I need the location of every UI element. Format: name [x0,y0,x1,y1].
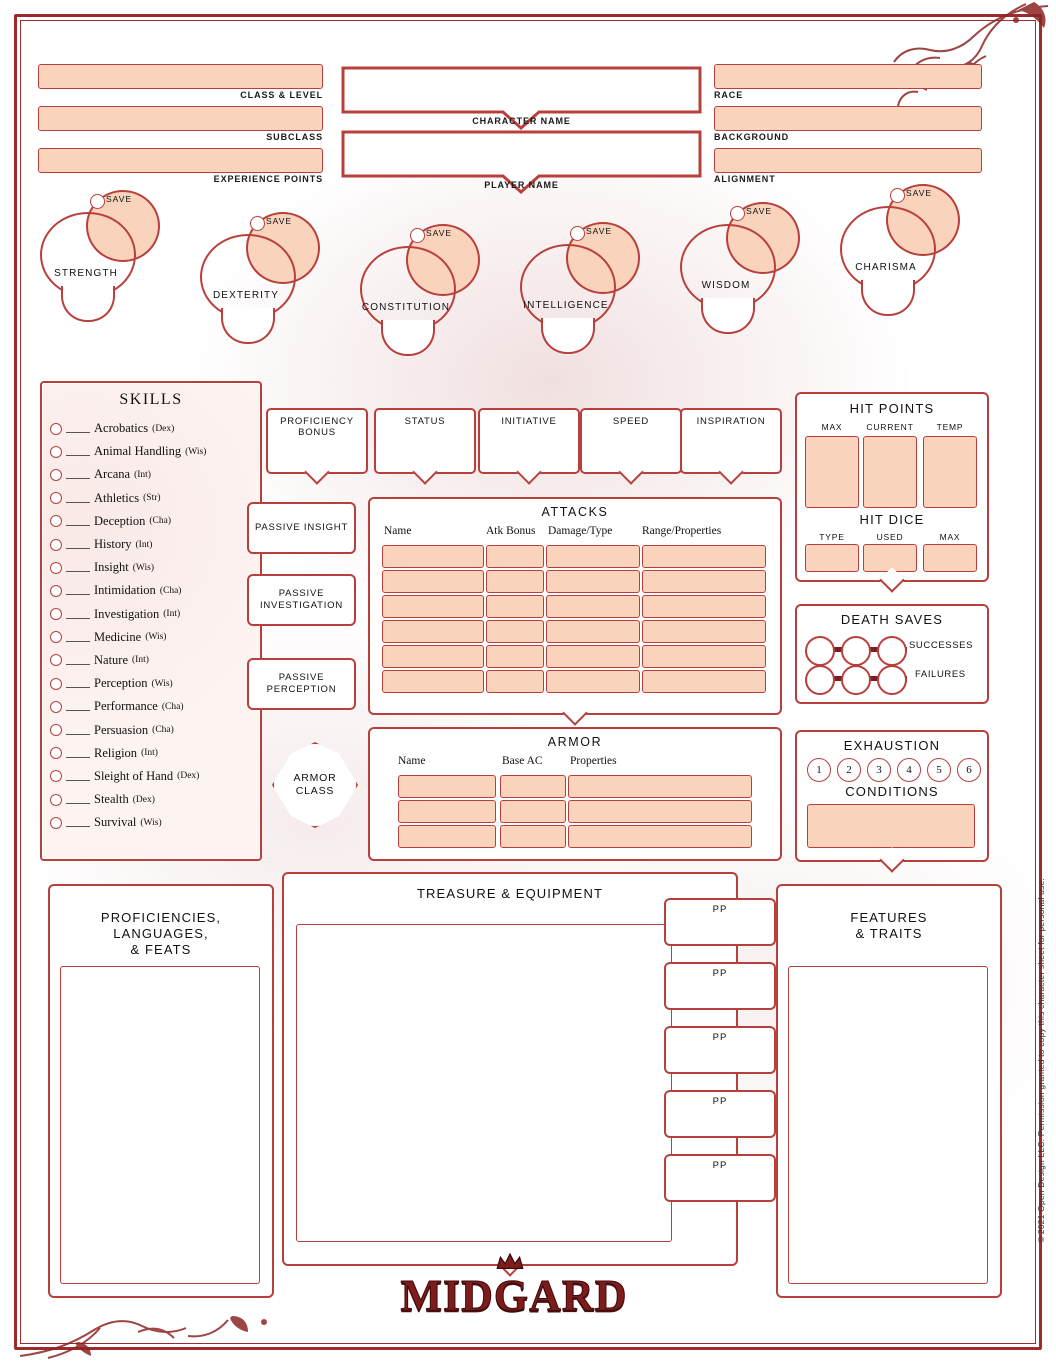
crown-icon [494,1252,526,1272]
class-and-level-label: CLASS & LEVEL [240,90,323,100]
currency-box-3[interactable] [664,1026,776,1074]
skill-name: Acrobatics [94,421,149,436]
attacks-col-atk-bonus: Atk Bonus [486,525,536,537]
attacks-col-damage: Damage/Type [548,525,613,537]
skill-value-line[interactable] [66,656,90,665]
charisma-modifier-input[interactable] [861,280,915,316]
skill-value-line[interactable] [66,772,90,781]
skill-ability: (Str) [143,493,161,504]
skill-ability: (Int) [134,469,151,480]
initiative-box[interactable] [478,408,580,474]
attack-atk-bonus-input[interactable] [486,595,544,618]
speed-label: SPEED [612,416,650,427]
status-box[interactable] [374,408,476,474]
proficiencies-panel [48,884,274,1298]
skill-value-line[interactable] [66,447,90,456]
inspiration-label: INSPIRATION [696,416,766,427]
skill-row-deception[interactable] [42,510,260,533]
skill-row-religion[interactable] [42,742,260,765]
intelligence-save-label: SAVE [586,226,613,236]
attack-damage-input[interactable] [546,645,640,668]
ability-constitution[interactable] [360,224,472,374]
exhaustion-title: EXHAUSTION [843,738,941,753]
skill-row-stealth[interactable] [42,788,260,811]
currency-label: PP [712,968,728,979]
skill-name: Stealth [94,792,129,807]
skills-list [42,417,260,834]
alignment-input[interactable] [714,148,982,173]
skill-value-line[interactable] [66,424,90,433]
skill-ability: (Int) [135,539,153,550]
skill-proficiency-circle[interactable] [50,794,62,806]
player-name-label: PLAYER NAME [484,180,559,190]
skill-value-line[interactable] [66,517,90,526]
armor-col-properties: Properties [570,755,617,767]
armor-base-ac-input[interactable] [500,800,566,823]
skill-ability: (Cha) [149,516,172,527]
exhaustion-level-2[interactable]: 2 [837,758,861,782]
skill-proficiency-circle[interactable] [50,747,62,759]
skill-ability: (Wis) [151,678,173,689]
hit-points-title: HIT POINTS [849,401,935,416]
attack-range-input[interactable] [642,545,766,568]
hd-type-input[interactable] [805,544,859,572]
race-input[interactable] [714,64,982,89]
conditions-title: CONDITIONS [845,784,939,799]
death-saves-panel [795,604,989,704]
hd-type-label: TYPE [819,532,845,542]
skill-proficiency-circle[interactable] [50,701,62,713]
skill-proficiency-circle[interactable] [50,423,62,435]
skill-name: Nature [94,652,129,667]
attack-range-input[interactable] [642,645,766,668]
midgard-wordmark: MIDGARD [400,1271,628,1320]
armor-name-input[interactable] [398,825,496,848]
attack-atk-bonus-input[interactable] [486,620,544,643]
attack-atk-bonus-input[interactable] [486,670,544,693]
skill-proficiency-circle[interactable] [50,678,62,690]
skill-ability: (Dex) [177,771,200,782]
skill-name: Performance [94,699,158,714]
race-label: RACE [714,90,744,100]
skill-proficiency-circle[interactable] [50,770,62,782]
subclass-label: SUBCLASS [266,132,323,142]
ability-wisdom[interactable] [680,202,792,352]
armor-name-input[interactable] [398,775,496,798]
attack-name-input[interactable] [382,620,484,643]
skill-value-line[interactable] [66,702,90,711]
hp-max-label: MAX [821,422,843,432]
skill-proficiency-circle[interactable] [50,724,62,736]
death-save-successes-label: SUCCESSES [909,640,974,651]
skill-name: Perception [94,676,148,691]
passive-investigation-box[interactable] [247,574,356,626]
charisma-save-label: SAVE [906,188,933,198]
skill-ability: (Wis) [185,446,207,457]
wisdom-save-proficiency-circle[interactable] [730,206,745,221]
armor-col-base-ac: Base AC [502,755,543,767]
skill-value-line[interactable] [66,795,90,804]
constitution-save-proficiency-circle[interactable] [410,228,425,243]
armor-col-name: Name [398,755,426,767]
skill-row-sleight-of-hand[interactable] [42,765,260,788]
skill-ability: (Wis) [145,632,167,643]
skill-proficiency-circle[interactable] [50,585,62,597]
attacks-title: ATTACKS [541,505,609,519]
armor-properties-input[interactable] [568,800,752,823]
skill-row-nature[interactable] [42,649,260,672]
skill-row-investigation[interactable] [42,603,260,626]
skill-proficiency-circle[interactable] [50,631,62,643]
skill-value-line[interactable] [66,563,90,572]
dexterity-save-label: SAVE [266,216,293,226]
features-panel [776,884,1002,1298]
skill-row-history[interactable] [42,533,260,556]
skill-proficiency-circle[interactable] [50,446,62,458]
skill-ability: (Int) [132,655,149,666]
skills-title: SKILLS [119,391,183,408]
features-input[interactable] [788,966,988,1284]
death-save-success-2[interactable] [841,636,871,666]
exhaustion-level-5[interactable]: 5 [927,758,951,782]
experience-points-label: EXPERIENCE POINTS [213,174,323,184]
skill-row-arcana[interactable] [42,463,260,486]
features-title: FEATURES & TRAITS [850,910,928,941]
skill-row-survival[interactable] [42,811,260,834]
constitution-save-label: SAVE [426,228,453,238]
currency-box-4[interactable] [664,1090,776,1138]
skill-row-intimidation[interactable] [42,579,260,602]
passive-insight-box[interactable] [247,502,356,554]
attacks-panel [368,497,782,715]
hp-max-input[interactable] [805,436,859,508]
armor-properties-input[interactable] [568,825,752,848]
skill-name: Religion [94,745,138,760]
dexterity-save-proficiency-circle[interactable] [250,216,265,231]
attack-name-input[interactable] [382,670,484,693]
attack-range-input[interactable] [642,620,766,643]
currency-box-2[interactable] [664,962,776,1010]
skill-name: Deception [94,513,146,528]
death-save-failure-3[interactable] [877,665,907,695]
skill-row-medicine[interactable] [42,626,260,649]
attacks-col-name: Name [384,525,412,537]
dexterity-modifier-input[interactable] [221,308,275,344]
status-label: STATUS [404,416,446,427]
proficiency-bonus-box[interactable] [266,408,368,474]
skill-row-persuasion[interactable] [42,718,260,741]
hp-current-label: CURRENT [866,422,914,432]
currency-box-5[interactable] [664,1154,776,1202]
charisma-name-label: CHARISMA [855,262,917,273]
skill-ability: (Int) [163,609,181,620]
skill-ability: (Wis) [140,817,162,828]
skill-value-line[interactable] [66,818,90,827]
armor-class-text [272,742,358,828]
skill-name: Intimidation [94,583,156,598]
intelligence-save-proficiency-circle[interactable] [570,226,585,241]
exhaustion-level-1[interactable]: 1 [807,758,831,782]
skill-proficiency-circle[interactable] [50,562,62,574]
passive-perception-label: PASSIVE PERCEPTION [266,672,337,695]
skill-value-line[interactable] [66,749,90,758]
exhaustion-level-3[interactable]: 3 [867,758,891,782]
ability-strength[interactable] [40,190,152,340]
wisdom-save-label: SAVE [746,206,773,216]
skill-name: Arcana [94,467,131,482]
armor-class-label: ARMOR CLASS [293,772,337,797]
attack-range-input[interactable] [642,595,766,618]
subclass-input[interactable] [38,106,323,131]
skill-name: Sleight of Hand [94,768,174,783]
armor-panel [368,727,782,861]
skill-value-line[interactable] [66,586,90,595]
strength-modifier-input[interactable] [61,286,115,322]
skill-value-line[interactable] [66,540,90,549]
hd-max-input[interactable] [923,544,977,572]
passive-perception-box[interactable] [247,658,356,710]
attack-range-input[interactable] [642,570,766,593]
skill-proficiency-circle[interactable] [50,817,62,829]
attack-atk-bonus-input[interactable] [486,545,544,568]
skill-value-line[interactable] [66,679,90,688]
attack-damage-input[interactable] [546,670,640,693]
player-name-plate[interactable] [339,128,704,196]
skill-name: History [94,537,132,552]
hit-dice-title: HIT DICE [859,512,925,527]
ability-intelligence[interactable] [520,222,632,372]
treasure-title: TREASURE & EQUIPMENT [417,886,603,901]
constitution-modifier-input[interactable] [381,320,435,356]
proficiency-bonus-label: PROFICIENCY BONUS [280,416,354,438]
skill-proficiency-circle[interactable] [50,654,62,666]
skill-name: Investigation [94,606,160,621]
alignment-label: ALIGNMENT [714,174,776,184]
strength-save-label: SAVE [106,194,133,204]
intelligence-modifier-input[interactable] [541,318,595,354]
armor-base-ac-input[interactable] [500,825,566,848]
skill-row-perception[interactable] [42,672,260,695]
armor-title: ARMOR [547,735,603,749]
death-save-failure-2[interactable] [841,665,871,695]
wisdom-modifier-input[interactable] [701,298,755,334]
midgard-logo [349,1258,679,1318]
death-save-success-1[interactable] [805,636,835,666]
skill-proficiency-circle[interactable] [50,469,62,481]
death-saves-title: DEATH SAVES [840,612,944,627]
skill-row-performance[interactable] [42,695,260,718]
attack-atk-bonus-input[interactable] [486,645,544,668]
exhaustion-conditions-panel [795,730,989,862]
experience-points-input[interactable] [38,148,323,173]
skill-row-insight[interactable] [42,556,260,579]
armor-name-input[interactable] [398,800,496,823]
dexterity-name-label: DEXTERITY [212,290,280,301]
skills-panel [40,381,262,861]
skill-name: Medicine [94,629,142,644]
skill-name: Animal Handling [94,444,182,459]
attack-atk-bonus-input[interactable] [486,570,544,593]
skill-row-acrobatics[interactable] [42,417,260,440]
hit-points-panel [795,392,989,582]
skill-ability: (Wis) [132,562,154,573]
proficiencies-input[interactable] [60,966,260,1284]
skill-value-line[interactable] [66,470,90,479]
currency-label: PP [712,1096,728,1107]
passive-investigation-label: PASSIVE INVESTIGATION [259,588,344,611]
hp-current-input[interactable] [863,436,917,508]
header-left-fields [38,64,323,184]
skill-proficiency-circle[interactable] [50,539,62,551]
inspiration-box[interactable] [680,408,782,474]
currency-label: PP [712,904,728,915]
death-save-failures-label: FAILURES [915,669,966,680]
attack-name-input[interactable] [382,595,484,618]
exhaustion-level-6[interactable]: 6 [957,758,981,782]
skill-value-line[interactable] [66,494,90,503]
attack-name-input[interactable] [382,545,484,568]
character-name-plate[interactable] [339,64,704,132]
exhaustion-level-4[interactable]: 4 [897,758,921,782]
hp-temp-input[interactable] [923,436,977,508]
armor-class-badge[interactable] [272,742,358,828]
skill-name: Survival [94,815,137,830]
wisdom-name-label: WISDOM [701,280,751,291]
skill-ability: (Cha) [152,725,174,736]
passive-insight-label: PASSIVE INSIGHT [254,522,349,533]
attack-damage-input[interactable] [546,595,640,618]
skill-value-line[interactable] [66,610,90,619]
conditions-input[interactable] [807,804,975,848]
attack-damage-input[interactable] [546,570,640,593]
speed-box[interactable] [580,408,682,474]
attack-name-input[interactable] [382,570,484,593]
attack-name-input[interactable] [382,645,484,668]
attack-damage-input[interactable] [546,620,640,643]
skill-proficiency-circle[interactable] [50,515,62,527]
skill-ability: (Cha) [161,701,184,712]
strength-name-label: STRENGTH [54,268,118,279]
skill-name: Persuasion [94,722,149,737]
hp-temp-label: TEMP [936,422,964,432]
death-save-failure-1[interactable] [805,665,835,695]
currency-box-1[interactable] [664,898,776,946]
intelligence-name-label: INTELLIGENCE [523,300,609,311]
skill-proficiency-circle[interactable] [50,492,62,504]
skill-name: Insight [94,560,129,575]
ability-charisma[interactable] [840,184,952,334]
initiative-label: INITIATIVE [501,416,557,427]
background-label: BACKGROUND [714,132,789,142]
charisma-save-proficiency-circle[interactable] [890,188,905,203]
hd-max-label: MAX [939,532,961,542]
skill-ability: (Cha) [159,585,182,596]
armor-properties-input[interactable] [568,775,752,798]
strength-save-proficiency-circle[interactable] [90,194,105,209]
skill-value-line[interactable] [66,726,90,735]
proficiencies-title: PROFICIENCIES, LANGUAGES, & FEATS [100,910,222,957]
character-name-label: CHARACTER NAME [472,116,571,126]
skill-proficiency-circle[interactable] [50,608,62,620]
ability-dexterity[interactable] [200,212,312,362]
death-save-success-3[interactable] [877,636,907,666]
constitution-name-label: CONSTITUTION [361,302,451,313]
skill-name: Athletics [94,490,140,505]
skill-ability: (Int) [141,748,158,759]
armor-base-ac-input[interactable] [500,775,566,798]
copyright-text: ©2021 Open Design LLC. Permission granted to copy this character sheet for personal use. [1036,877,1046,1244]
skill-value-line[interactable] [66,633,90,642]
treasure-input[interactable] [296,924,672,1242]
currency-label: PP [712,1032,728,1043]
header-right-fields [714,64,982,184]
skill-ability: (Dex) [132,794,155,805]
currency-label: PP [712,1160,728,1171]
skill-row-animal-handling[interactable] [42,440,260,463]
attack-range-input[interactable] [642,670,766,693]
skill-ability: (Dex) [152,423,175,434]
attacks-col-range: Range/Properties [642,525,722,537]
class-and-level-input[interactable] [38,64,323,89]
background-input[interactable] [714,106,982,131]
hd-used-label: USED [876,532,904,542]
attack-damage-input[interactable] [546,545,640,568]
skill-row-athletics[interactable] [42,487,260,510]
